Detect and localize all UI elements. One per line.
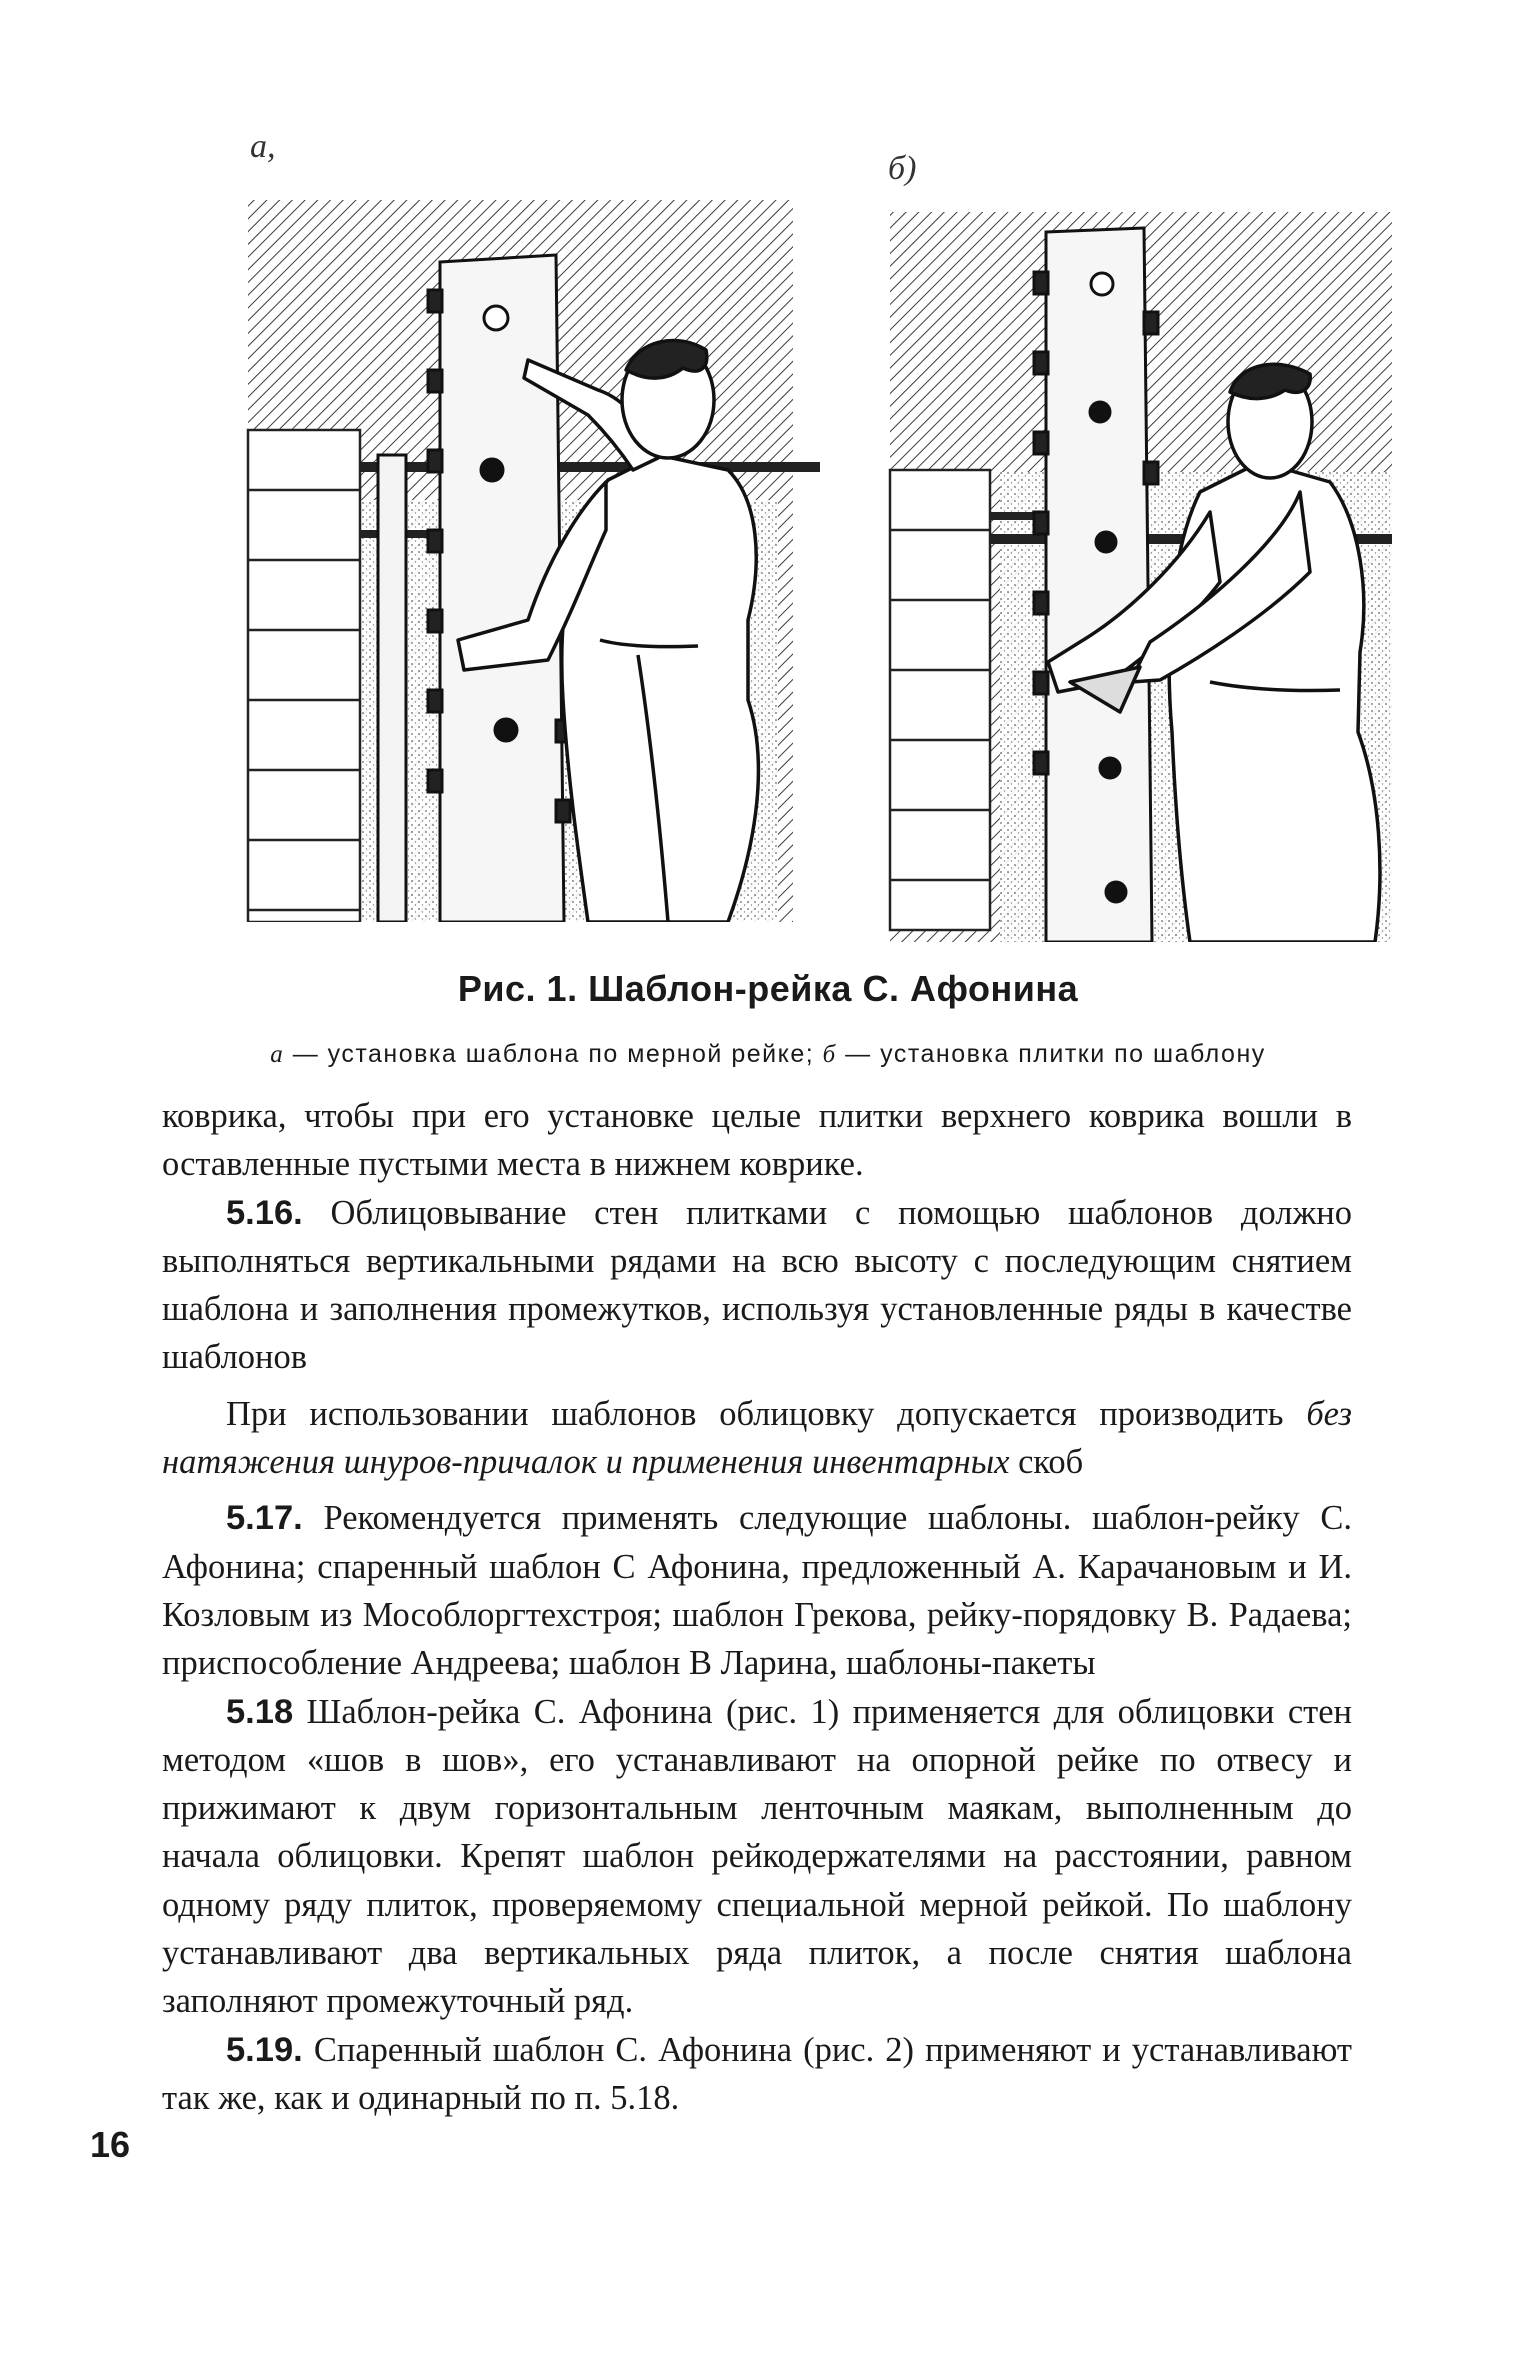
paragraph-text: Спаренный шаблон С. Афонина (рис. 2) применяют и устанавливают так же, как и одинарный по п. 5.18. <box>162 2030 1352 2117</box>
paragraph-5-19 <box>162 2026 1352 2123</box>
paragraph-5-18 <box>162 1688 1352 2026</box>
body-text <box>162 1092 1352 2122</box>
paragraph-text: скоб <box>1018 1443 1084 1482</box>
caption-letter-a: а <box>270 1041 285 1068</box>
figure-title: Шаблон-рейка С. Афонина <box>588 968 1079 1009</box>
tile-grid <box>890 470 990 930</box>
paragraph-text-italic: применения инвентарных <box>631 1443 1010 1482</box>
clause-number: 5.17. <box>226 1499 303 1538</box>
caption-text-b: — установка плитки по шаблону <box>845 1040 1266 1068</box>
illustration-a <box>228 200 820 922</box>
measuring-rod <box>378 455 406 922</box>
paragraph-text: При использовании шаблонов облицовку допускается производить <box>226 1394 1284 1433</box>
figure-caption-subtitle <box>0 1040 1536 1069</box>
caption-letter-b: б <box>822 1041 837 1068</box>
paragraph-5-16 <box>162 1189 1352 1382</box>
clause-number: 5.19. <box>226 2030 303 2069</box>
illustration-b <box>880 212 1392 942</box>
paragraph-text: Шаблон-рейка С. Афонина (рис. 1) применяется для облицовки стен методом «шов в шов», его устанавливают на опорной рейке по отвесу и прижимают к двум горизонтальным ленточным маякам, выполненным до начала облицовки. Крепят шаблон рейкодержателями на расстоянии, равном одному ряду плиток, проверяемому специальной мерной рейкой. По шаблону устанавливают два вертикальных ряда плиток, а после снятия шаблона заполняют промежуточный ряд. <box>162 1692 1353 2021</box>
figure-number: Рис. 1. <box>457 968 578 1009</box>
paragraph <box>162 1390 1352 1487</box>
tile-grid <box>248 430 360 922</box>
paragraph-text: Рекомендуется применять следующие шаблоны. шаблон-рейку С. Афонина; спаренный шаблон С Афонина, предложенный А. Карачановым и И. Козловым из Мособлоргтехстроя; шаблон Грекова, рейку-порядовку В. Радаева; приспособление Андреева; шаблон В Ларина, шаблоны-пакеты <box>162 1499 1352 1683</box>
figure-caption-title <box>0 968 1536 1010</box>
page-number: 16 <box>90 2124 131 2165</box>
clause-number: 5.16. <box>226 1193 303 1232</box>
paragraph-text-italic: без натяжения шнуров-причалок <box>162 1394 1352 1482</box>
clause-number: 5.18 <box>226 1692 294 1731</box>
paragraph-text-italic: и <box>605 1443 623 1482</box>
paragraph-text: Облицовывание стен плитками с помощью шаблонов должно выполняться вертикальными рядами на всю высоту с последующим снятием шаблона и заполнения промежутков, используя установленные ряды в качестве шаблонов <box>162 1193 1352 1377</box>
caption-text-a: — установка шаблона по мерной рейке; <box>292 1040 815 1068</box>
paragraph: коврика, чтобы при его установке целые плитки верхнего коврика вошли в оставленные пустыми места в нижнем коврике. <box>162 1097 1352 1184</box>
panel-label-a: а, <box>250 128 276 165</box>
template-rail <box>1034 228 1158 942</box>
paragraph-5-17 <box>162 1494 1352 1687</box>
panel-label-b: б) <box>888 150 917 187</box>
